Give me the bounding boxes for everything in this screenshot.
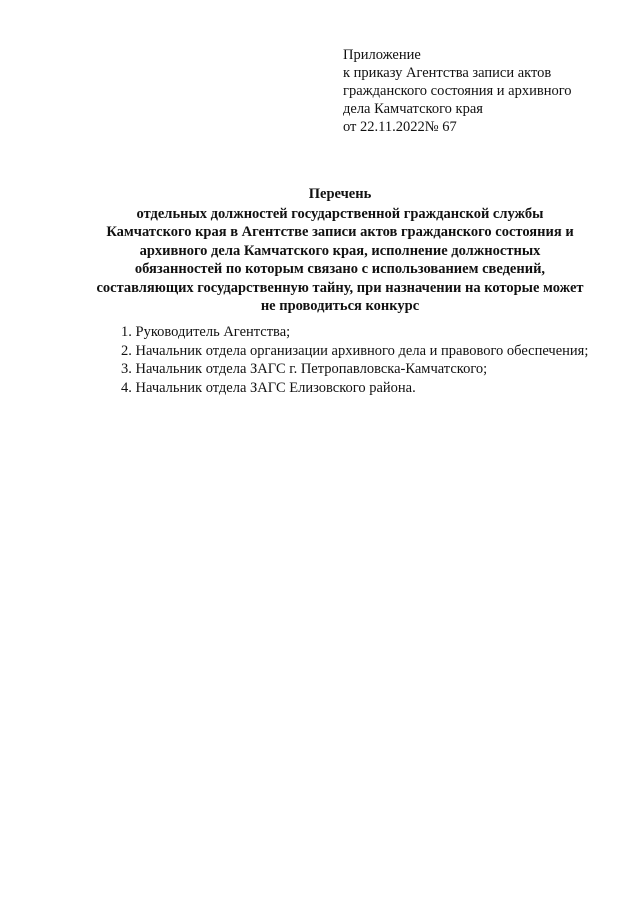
appendix-line: гражданского состояния и архивного <box>343 83 572 99</box>
position-item: 4. Начальник отдела ЗАГС Елизовского района. <box>121 379 416 396</box>
title-line: не проводиться конкурс <box>260 298 420 314</box>
position-item: 1. Руководитель Агентства; <box>121 324 291 340</box>
title-line: отдельных должностей государственной гражданской службы <box>136 205 544 222</box>
document-title <box>80 185 600 316</box>
title-line: Камчатского края в Агентстве записи актов гражданского состояния и <box>106 224 574 240</box>
title-line: обязанностей по которым связано с использованием сведений, <box>134 261 546 277</box>
appendix-line: дела Камчатского края <box>343 101 483 117</box>
position-item: 2. Начальник отдела организации архивного дела и правового обеспечения; <box>121 342 589 359</box>
appendix-line: к приказу Агентства записи актов <box>343 65 552 81</box>
position-item: 3. Начальник отдела ЗАГС г. Петропавловска-Камчатского; <box>121 361 488 377</box>
appendix-line: Приложение <box>343 47 421 63</box>
title-heading: Перечень <box>308 186 372 202</box>
appendix-date-number: от 22.11.2022№ 67 <box>343 119 457 135</box>
title-line: архивного дела Камчатского края, исполнение должностных <box>139 242 541 259</box>
positions-list <box>83 323 595 397</box>
appendix-note <box>343 46 613 136</box>
title-line: составляющих государственную тайну, при назначении на которые может <box>96 279 584 296</box>
